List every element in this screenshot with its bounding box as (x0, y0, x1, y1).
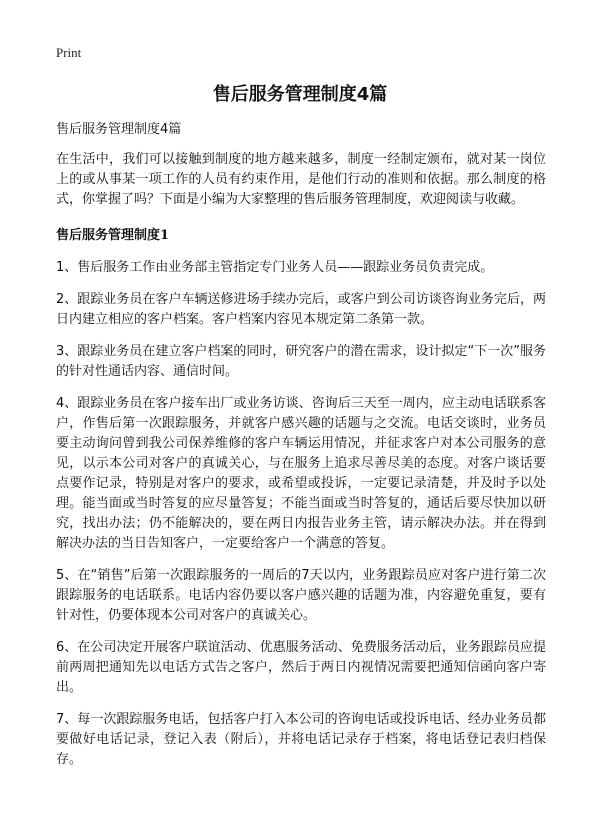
intro-paragraph: 在生活中，我们可以接触到制度的地方越来越多，制度一经制定颁布，就对某一岗位上的或从事某一项工作的人员有约束作用，是他们行动的准则和依据。那么制度的格式，你掌握了吗？下面是小编为大家整理的售后服务管理制度，欢迎阅读与收藏。 (56, 152, 546, 207)
rule-list (56, 258, 546, 770)
document-body (56, 120, 546, 782)
print-link[interactable]: Print (56, 45, 82, 60)
rule-item-7: 7、每一次跟踪服务电话，包括客户打入本公司的咨询电话或投诉电话、经办业务员都要做好电话记录，登记入表（附后），并将电话记录存于档案，将电话登记表归档保存。 (56, 712, 546, 767)
rule-item-2: 2、跟踪业务员在客户车辆送修进场手续办完后，或客户到公司访谈咨询业务完后，两日内建立相应的客户档案。客户档案内容见本规定第二条第一款。 (56, 292, 546, 327)
page-title: 售后服务管理制度4篇 (212, 84, 388, 105)
rule-item-3: 3、跟踪业务员在建立客户档案的同时，研究客户的潜在需求，设计拟定“下一次”服务的针对性通话内容、通信时间。 (56, 344, 546, 379)
rule-item-6: 6、在公司决定开展客户联谊活动、优惠服务活动、免费服务活动后，业务跟踪员应提前两周把通知先以电话方式告之客户，然后于两日内视情况需要把通知信函向客户寄出。 (56, 640, 546, 695)
section-heading: 售后服务管理制度1 (56, 228, 170, 243)
rule-item-5: 5、在“销售”后第一次跟踪服务的一周后的7天以内，业务跟踪员应对客户进行第二次跟踪服务的电话联系。电话内容仍要以客户感兴趣的话题为准，内容避免重复，要有针对性，仍要体现本公司对客户的真诚关心。 (56, 568, 546, 623)
rule-item-4: 4、跟踪业务员在客户接车出厂或业务访谈、咨询后三天至一周内，应主动电话联系客户，作售后第一次跟踪服务，并就客户感兴趣的话题与之交流。电话交谈时，业务员要主动询问曾到我公司保养维修的客户车辆运用情况，并征求客户对本公司服务的意见，以示本公司对客户的真诚关心，与在服务上追求尽善尽美的态度。对客户谈话要点要作记录，特别是对客户的要求，或希望或投诉，一定要记录清楚，并及时予以处理。能当面或当时答复的应尽量答复；不能当面或当时答复的，通话后要尽快加以研究，找出办法；仍不能解决的，要在两日内报告业务主管，请示解决办法。并在得到解决办法的当日告知客户，一定要给客户一个满意的答复。 (56, 396, 546, 551)
document-subtitle: 售后服务管理制度4篇 (56, 122, 182, 137)
rule-item-1: 1、售后服务工作由业务部主管指定专门业务人员——跟踪业务员负责完成。 (56, 260, 494, 275)
